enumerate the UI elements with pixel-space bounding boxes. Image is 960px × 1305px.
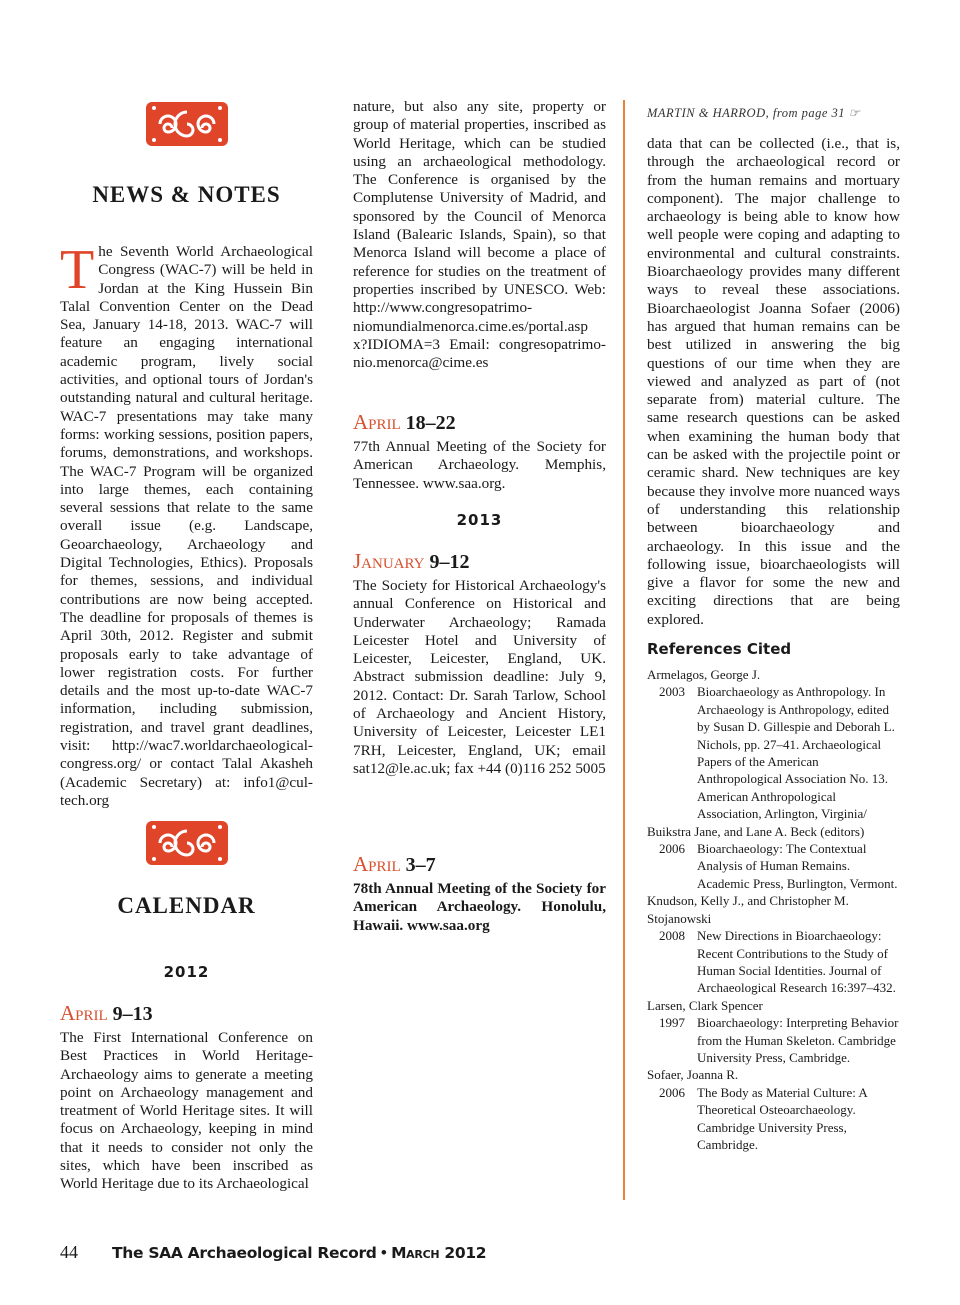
saa-logo-icon [146,102,228,146]
publication-title: The SAA Archaeological Record [112,1244,377,1262]
reference-author: Armelagos, George J. [647,667,761,682]
article-body: data that can be collected (i.e., that is, through the archaeological record or from the human remains and mortuary component). The major challenge to archaeology is being able to know how well people were coping and adapting to environmental and cultural constraints. Bioarchaeology provides many different ways to reveal these associations. Bioarchaeologist Joanna Sofaer (2006) has argued that human remains can be best utilized in answering the big questions of our time when they are viewed and analyzed as part of (not separate from) material culture. The same research questions can be asked when examining the human body that can be asked with the projectile point or ceramic shard. New techniques are key because they involve more nuanced ways of understanding this relationship between bioarchaeology and archaeology. In this issue and the following issue, bioarchaeologists will give a flavor for some the new and exciting directions that are being explored. [647,135,900,628]
drop-cap: T [60,239,95,301]
news-notes-heading: NEWS & NOTES [92,182,281,207]
reference-entry: 2003 Bioarchaeology as Anthropology. In Archaeology is Anthropology, edited by Susan D. Gillespie and Deborah L. Nichols, pp. 27–41. Archaeological Papers of the American Anthropological Association No. 13. American Anthropological Association, Arlington, Virginia/ [659,684,895,822]
event-date: April 3–7 [353,852,436,876]
event-text: 78th Annual Meeting of the Society for American Archaeology. Honolulu, Hawaii. www.saa.org [353,880,606,934]
saa-logo-icon [146,821,228,865]
reference-author: Knudson, Kelly J., and Christopher M. Stojanowski [647,893,849,926]
running-head: MARTIN & HARROD, from page 31 ☞ [647,106,861,120]
references-heading: References Cited [647,640,792,658]
event-text-continued: nature, but also any site, property or group of material properties, inscribed as World Heritage, which can be studied using an archaeological methodology. The Conference is organised by the Complutense University of Madrid, and sponsored by the Council of Menorca Island (Balearic Islands, Spain), so that Menorca Island will become a place of reference for studies on the treatment of properties inscribed by UNESCO. Web: http://www.congresopatrimo-niomundialmenorca.cime.es/portal.asp x?IDIOMA=3 Email: congresopatrimo-nio.menorca@cime.es [353,98,606,372]
event-date: April 9–13 [60,1001,153,1025]
year-heading: 2013 [456,511,503,529]
page-footer: 44 The SAA Archaeological Record • March 2012 [60,1242,487,1262]
reference-entry: 2008 New Directions in Bioarchaeology: Recent Contributions to the Study of Human Social Identities. Journal of Archaeological Research 16:397–432. [659,928,896,996]
event-text: 77th Annual Meeting of the Society for American Archaeology. Memphis, Tennessee. www.saa.org. [353,438,606,492]
references-list [647,666,900,1153]
news-body: The Seventh World Archaeological Congress (WAC-7) will be held in Jordan at the King Hussein Bin Talal Convention Center on the Dead Sea, January 14-18, 2013. WAC-7 will feature an engaging international academic program, lively social activities, and optional tours of Jordan's outstanding natural and cultural heritage. WAC-7 presentations may take many forms: working sessions, position papers, forums, demonstrations, and workshops. The WAC-7 Program will be organized into large themes, each containing several sessions that relate to the same overall issue (e.g. Landscape, Geoarchaeology, Archaeology and Digital Technologies, Ethics). Proposals for themes, sessions, and individual contributions are now being accepted. The deadline for proposals of themes is April 30th, 2012. Register and submit proposals early to take advantage of lower registration costs. For further details and the most up-to-date WAC-7 information, including submission, registration, and travel grant deadlines, visit: http://wac7.worldarchaeological-congress.org/ or contact Talal Akasheh (Academic Secretary) at: info1@cul-tech.org [60,239,313,809]
reference-entry: 2006 Bioarchaeology: The Contextual Analysis of Human Remains. Academic Press, Burlington, Vermont. [659,841,898,891]
reference-author: Sofaer, Joanna R. [647,1067,739,1083]
reference-author: Buikstra Jane, and Lane A. Beck (editors) [647,823,865,839]
reference-author: Larsen, Clark Spencer [647,997,763,1013]
column-rule [623,100,625,1200]
year-heading: 2012 [163,963,210,981]
event-date: April 18–22 [353,410,456,434]
arrow-icon: ☞ [848,106,861,120]
event-text: The First International Conference on Best Practices in World Heritage-Archaeology aims to generate a meeting point on Archaeology management and treatment of World Heritage sites. It will focus on Archaeology, keeping in mind that it needs to consider not only the sites, which have been inscribed as World Heritage due to its Archaeological [60,1029,313,1193]
issue-date: March 2012 [391,1244,487,1262]
calendar-heading: CALENDAR [117,893,256,918]
event-text: The Society for Historical Archaeology's annual Conference on Historical and Underwater Archaeology; Ramada Leicester Hotel and University of Leicester, Leicester, England, UK. Abstract submission deadline: July 9, 2012. Contact: Dr. Sarah Tarlow, School of Archaeology and Ancient History, University of Leicester, Leicester LE1 7RH, Leicester, England, UK; email sat12@le.ac.uk; fax +44 (0)116 252 5005 [353,577,606,777]
event-date: January 9–12 [353,549,470,573]
page-number: 44 [60,1242,78,1262]
reference-entry: 1997 Bioarchaeology: Interpreting Behavior from the Human Skeleton. Cambridge University Press, Cambridge. [659,1015,899,1065]
reference-entry: 2006 The Body as Material Culture: A Theoretical Osteoarchaeology. Cambridge University Press, Cambridge. [659,1084,868,1152]
